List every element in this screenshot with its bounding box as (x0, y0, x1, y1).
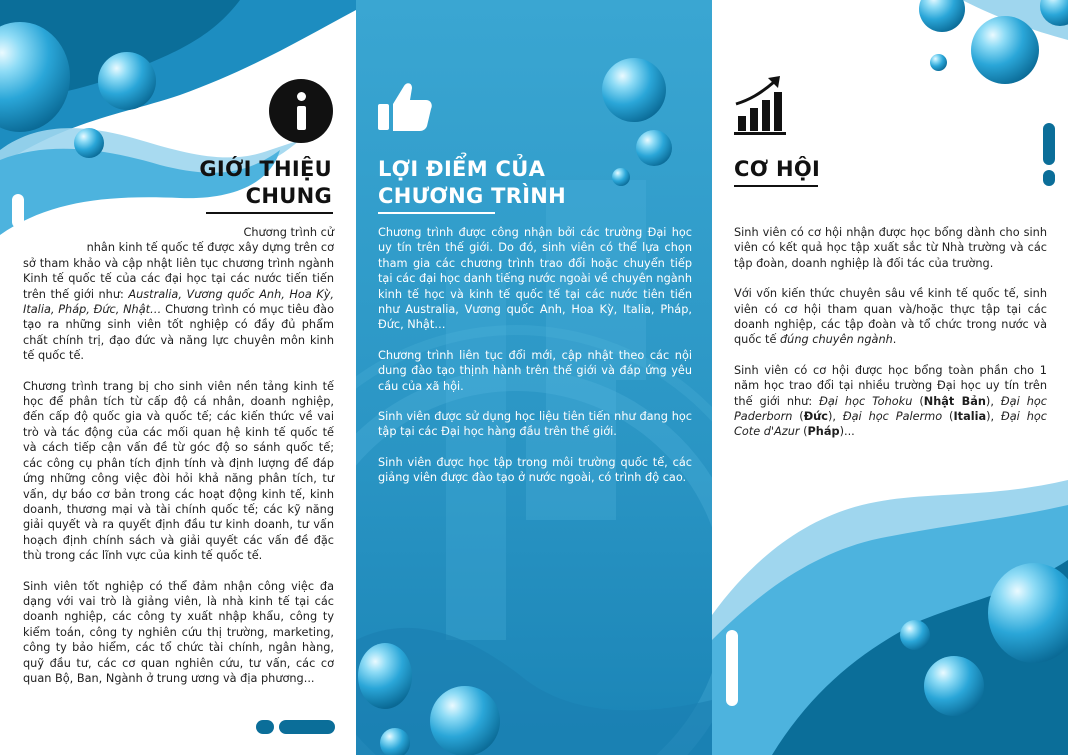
section-title-line2: CHƯƠNG TRÌNH (378, 184, 567, 208)
section-title-line1: GIỚI THIỆU (199, 157, 332, 181)
panel-opportunities (712, 0, 1068, 755)
renewal-paragraph: Chương trình liên tục đổi mới, cập nhật theo các nội dung đào tạo thịnh hành trên thế giới và đáp ứng yêu cầu của xã hội. (378, 348, 692, 393)
decorative-sphere (74, 128, 104, 158)
opportunities-body-text (734, 225, 1047, 455)
country-germany: Đức (803, 410, 828, 424)
intro-text-indent-b: nhân kinh tế quốc tế được xây dựng trên cơ (86, 241, 334, 255)
panel-advantages (356, 0, 712, 755)
section-title-line1: LỢI ĐIỂM CỦA (378, 157, 546, 181)
decorative-pill (279, 720, 335, 734)
section-title-line2: CHUNG (245, 184, 332, 208)
panel-introduction (0, 0, 356, 755)
decorative-sphere (612, 168, 630, 186)
decorative-sphere (930, 54, 947, 71)
decorative-sphere (924, 656, 984, 716)
university-palermo: Đại học Palermo (842, 410, 943, 424)
decorative-pill (12, 194, 24, 228)
decorative-pill (256, 720, 274, 734)
scholarship-paragraph: Sinh viên có cơ hội nhận được học bổng dành cho sinh viên có kết quả học tập xuất sắc từ Nhà trường và các tập đoàn, doanh nghiệp là đối tác của trường. (734, 226, 1047, 270)
intro-text-2: Chương trình có mục tiêu đào tạo ra những sinh viên tốt nghiệp có đầy đủ phẩm chất chính trị, đạo đức và năng lực chuyên môn kinh tế quốc tế. (23, 303, 334, 363)
recognition-paragraph: Chương trình được công nhận bởi các trường Đại học uy tín trên thế giới. Do đó, sinh viên có thể lựa chọn tham gia các chương trình trao đổi hoặc chuyển tiếp tại các đại học danh tiếng nước ngoài về chuyên ngành kinh tế học và kinh tế quốc tế tại các nước tiên tiến như Australia, Vương quốc Anh, Hoa Kỳ, Italia, Pháp, Đức, Nhật… (378, 226, 692, 332)
decorative-sphere (98, 52, 156, 110)
advantages-body-text (378, 225, 692, 501)
decorative-sphere (380, 728, 410, 755)
section-title: CƠ HỘI (734, 157, 821, 181)
materials-paragraph: Sinh viên được sử dụng học liệu tiên tiến như đang học tập tại các Đại học hàng đầu trên thế giới. (378, 410, 692, 439)
title-underline (206, 212, 333, 214)
environment-paragraph: Sinh viên được học tập trong môi trường quốc tế, các giảng viên được đào tạo ở nước ngoài, có trình độ cao. (378, 455, 692, 485)
university-cote-dazur: Đại học Cote d'Azur (734, 410, 1047, 439)
decorative-sphere (602, 58, 666, 122)
intro-countries: Australia, Vương quốc Anh, Hoa Kỳ, Italia, Pháp, Đức, Nhật… (23, 287, 334, 317)
country-italy: Italia (953, 410, 987, 424)
decorative-sphere (971, 16, 1039, 84)
intro-body-text (23, 225, 334, 701)
intro-text-indent-a: Chương trình cử (243, 226, 334, 239)
decorative-pill (1043, 170, 1055, 186)
decorative-pill (1043, 123, 1055, 165)
decorative-sphere (900, 620, 930, 650)
decorative-sphere (430, 686, 500, 755)
thumbs-up-icon (378, 80, 434, 132)
growth-chart-icon (734, 72, 790, 136)
university-tohoku: Đại học Tohoku (819, 394, 913, 408)
exchange-paragraph: Sinh viên có cơ hội được học bổng toàn phần cho 1 năm học trao đổi tại nhiều trường Đại học uy tín trên thế giới như: Đại học Tohoku (Nhật Bản), Đại học Paderborn (Đức), Đại học Palermo (Italia), Đại học Cote d'Azur (Pháp)... (734, 363, 1047, 439)
internship-paragraph: Với vốn kiến thức chuyên sâu về kinh tế quốc tế, sinh viên có cơ hội tham quan và/hoặc thực tập tại các doanh nghiệp, các tập đoàn và tổ chức trong nước và quốc tế đúng chuyên ngành. (734, 287, 1047, 347)
specialization-text: đúng chuyên ngành (780, 333, 893, 347)
title-underline (378, 212, 495, 214)
training-paragraph: Chương trình trang bị cho sinh viên nền tảng kinh tế học để phân tích từ cấp độ cá nhân, doanh nghiệp, đến cấp độ quốc gia và quốc tế; các kiến thức về vai trò và tác động của các mối quan hệ kinh tế quốc tế và cách tiếp cận vấn đề từ góc độ so sánh quốc tế; các công cụ phân tích định tính và định lượng để đáp ứng những công việc đòi hỏi khả năng phân tích, tư vấn, dự báo cơ bản trong các hoạt động kinh tế, kinh doanh, thương mại và tài chính quốc tế; các kỹ năng giải quyết và ra quyết định đầu tư kinh doanh, tư vấn hoạch định chính sách và giải quyết các vấn đề đặc thù trong các lĩnh vực của kinh tế quốc tế. (23, 379, 334, 563)
university-paderborn: Đại học Paderborn (734, 394, 1047, 424)
intro-text: sở tham khảo và cập nhật liên tục chương trình ngành Kinh tế quốc tế của các đại học tại các nước tiến tiến trên thế giới như: (23, 256, 334, 301)
decorative-sphere (636, 130, 672, 166)
career-paragraph: Sinh viên tốt nghiệp có thể đảm nhận công việc đa dạng với vai trò là giảng viên, là nhà kinh tế tại các doanh nghiệp, các công ty xuất nhập khẩu, công ty kiểm toán, công ty nghiên cứu thị trường, marketing, công ty bảo hiểm, các tổ chức tài chính, ngân hàng, quỹ đầu tư, các cơ quan nghiên cứu, tư vấn, các cơ quan Bộ, Ban, Ngành ở trung ương và địa phương... (23, 579, 334, 685)
info-icon (269, 79, 333, 143)
decorative-pill (726, 630, 738, 706)
decorative-sphere (358, 643, 412, 709)
country-japan: Nhật Bản (923, 394, 986, 408)
country-france: Pháp (807, 425, 840, 439)
title-underline (734, 185, 818, 187)
